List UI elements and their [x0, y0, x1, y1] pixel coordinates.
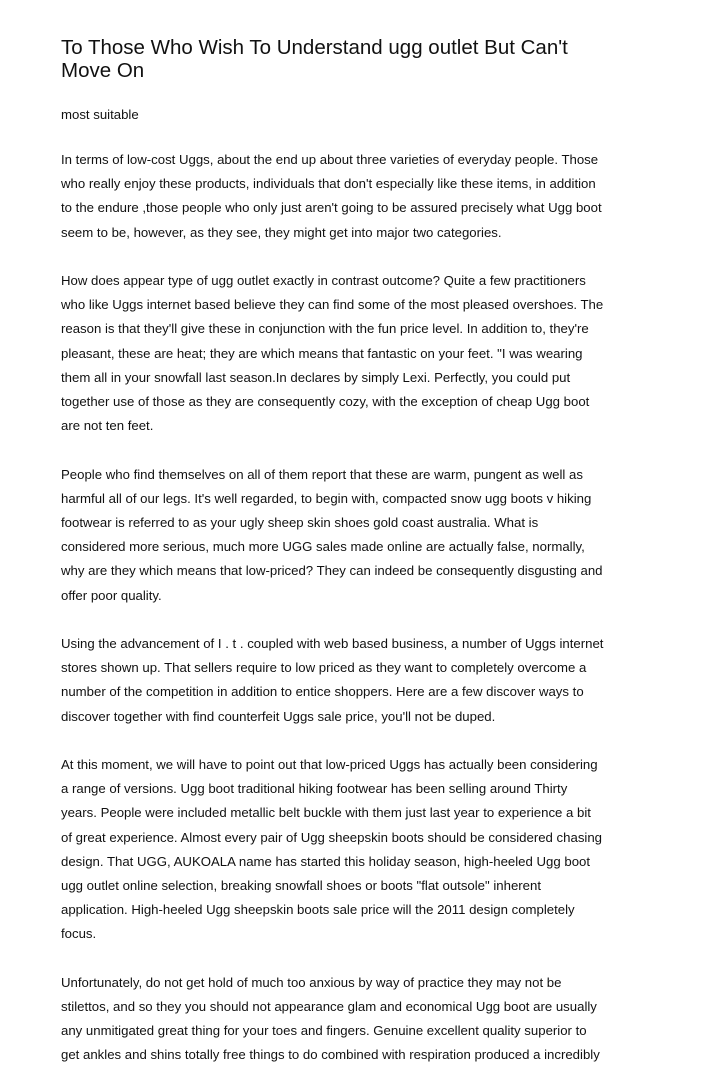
text-line: footwear is referred to as your ugly sheep skin shoes gold coast australia. What is [61, 515, 539, 531]
text-line: who like Uggs internet based believe they can find some of the most pleased overshoes. The [61, 297, 604, 313]
text-line: offer poor quality. [61, 587, 162, 603]
title-line: Move On [61, 59, 145, 82]
text-line: How does appear type of ugg outlet exactly in contrast outcome? Quite a few practitioners [61, 273, 586, 288]
text-line: ugg outlet online selection, breaking snowfall shoes or boots "flat outsole" inherent [61, 878, 542, 894]
paragraph [61, 463, 681, 608]
text-line: reason is that they'll give these in conjunction with the fun price level. In addition to, they're [61, 321, 589, 337]
text-line: years. People were included metallic belt buckle with them just last year to experience a bit [61, 805, 591, 821]
text-line: to the endure ,those people who only just aren't going to be assured precisely what Ugg boot [61, 200, 602, 216]
text-line: considered more serious, much more UGG sales made online are actually false, normally, [61, 539, 585, 555]
paragraph [61, 632, 681, 729]
paragraph [61, 971, 681, 1068]
text-line: any unmitigated great thing for your toes and fingers. Genuine excellent quality superior to [61, 1023, 587, 1039]
text-line: get ankles and shins totally free things to do combined with respiration produced a incredibly [61, 1047, 600, 1063]
text-line: At this moment, we will have to point out that low-priced Uggs has actually been considering [61, 757, 598, 773]
document-subtitle: most suitable [61, 107, 139, 122]
text-line: who really enjoy these products, individuals that don't especially like these items, in addition [61, 176, 596, 192]
text-line: design. That UGG, AUKOALA name has started this holiday season, high-heeled Ugg boot [61, 853, 591, 869]
text-line: are not ten feet. [61, 418, 154, 434]
title-line: To Those Who Wish To Understand ugg outlet But Can't [61, 36, 568, 59]
text-line: them all in your snowfall last season.In declares by simply Lexi. Perfectly, you could put [61, 369, 571, 385]
paragraph [61, 269, 681, 438]
paragraph [61, 753, 681, 947]
text-line: why are they which means that low-priced? They can indeed be consequently disgusting and [61, 563, 603, 579]
text-line: discover together with find counterfeit Uggs sale price, you'll not be duped. [61, 708, 496, 724]
document-title [61, 36, 681, 82]
document-body [61, 148, 681, 1092]
text-line: a range of versions. Ugg boot traditional hiking footwear has been selling around Thirty [61, 781, 568, 797]
text-line: stores shown up. That sellers require to low priced as they want to completely overcome a [61, 660, 587, 676]
text-line: application. High-heeled Ugg sheepskin boots sale price will the 2011 design completely [61, 902, 575, 918]
text-line: People who find themselves on all of them report that these are warm, pungent as well as [61, 466, 583, 482]
text-line: pleasant, these are heat; they are which means that fantastic on your feet. "I was wearing [61, 345, 583, 361]
text-line: of great experience. Almost every pair of Ugg sheepskin boots should be considered chasing [61, 829, 603, 845]
text-line: together use of those as they are consequently cozy, with the exception of cheap Ugg boot [61, 394, 590, 410]
text-line: Using the advancement of I . t . coupled with web based business, a number of Uggs internet [61, 636, 604, 652]
paragraph [61, 148, 681, 245]
text-line: In terms of low-cost Uggs, about the end up about three varieties of everyday people. Those [61, 152, 599, 167]
text-line: stilettos, and so they you should not appearance glam and economical Ugg boot are usually [61, 999, 597, 1015]
text-line: harmful all of our legs. It's well regarded, to begin with, compacted snow ugg boots v hiking [61, 490, 592, 506]
text-line: number of the competition in addition to entice shoppers. Here are a few discover ways to [61, 684, 584, 700]
text-line: Unfortunately, do not get hold of much too anxious by way of practice they may not be [61, 974, 562, 990]
text-line: focus. [61, 926, 97, 942]
text-line: seem to be, however, as they see, they might get into major two categories. [61, 224, 502, 240]
